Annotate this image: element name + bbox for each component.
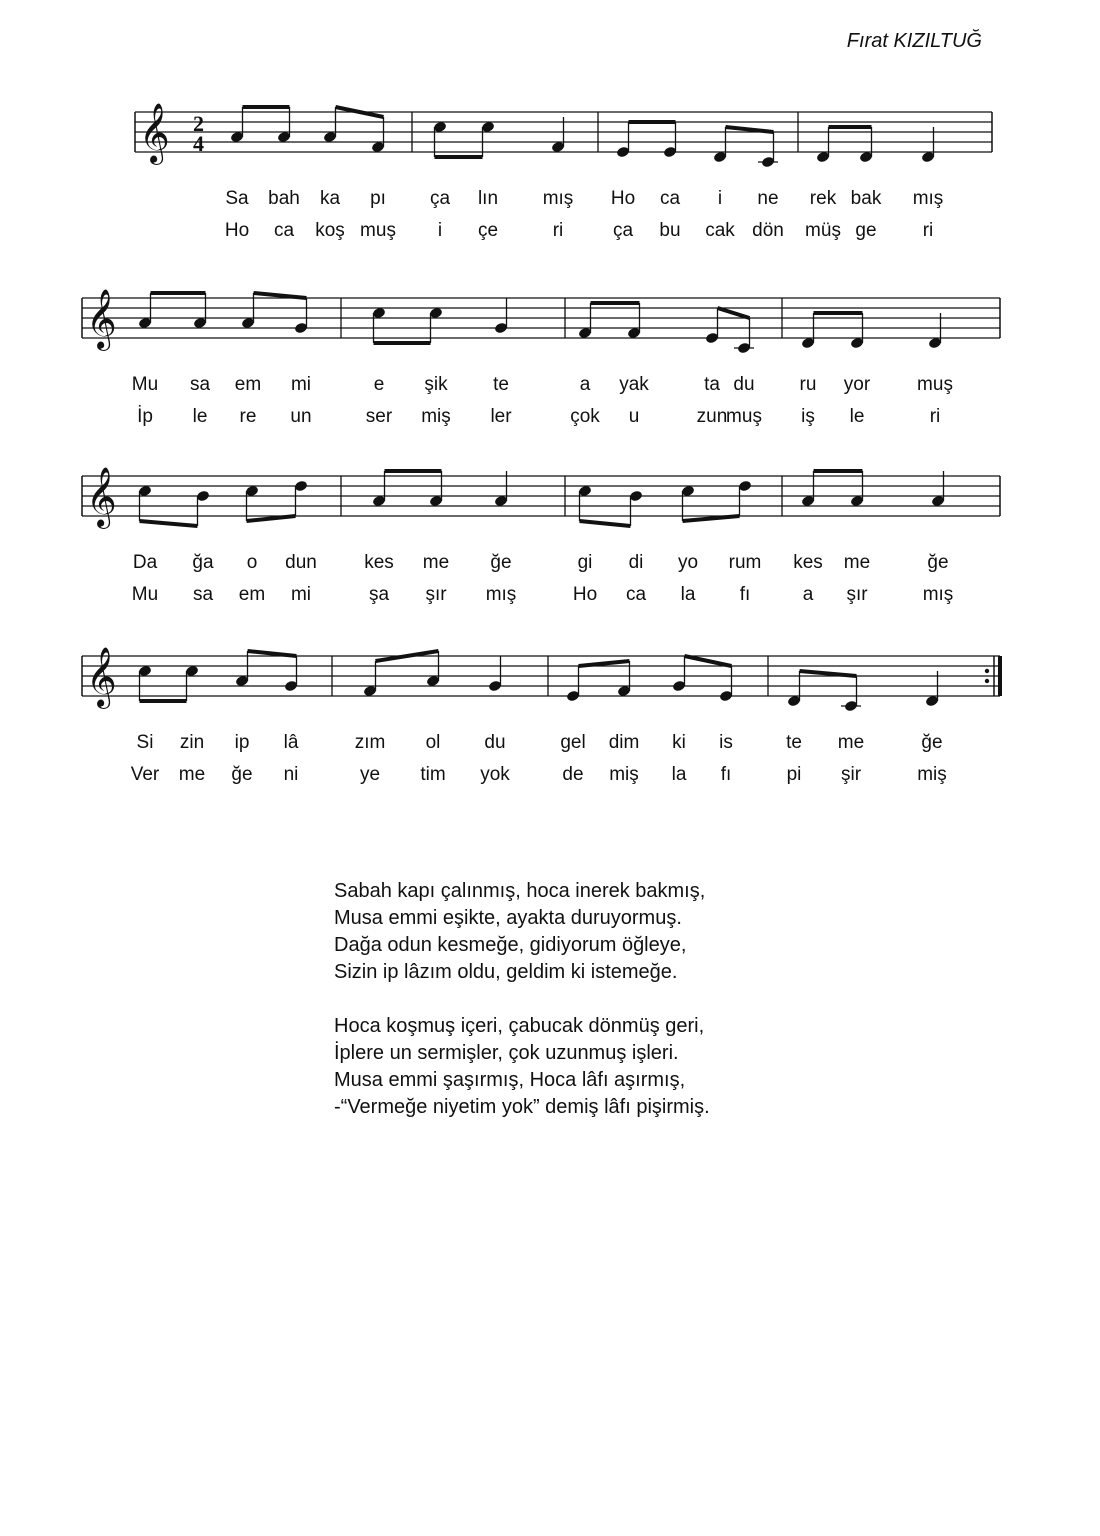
lyric-verse-2: em [238, 584, 266, 605]
lyric-verse-1: yo [677, 552, 699, 573]
lyric-verse-2: ser [365, 406, 393, 427]
lyric-verse-1: ğa [192, 552, 214, 573]
lyric-verse-1: ğe [921, 732, 943, 753]
lyric-verse-1: gel [560, 732, 586, 753]
lyric-verse-1: yak [619, 374, 649, 395]
lyric-verse-2: çok [570, 406, 600, 427]
lyric-verse-2: miş [421, 406, 451, 427]
lyric-verse-2: zun [696, 406, 728, 427]
lyric-verse-2: ca [625, 584, 647, 605]
lyric-verse-1: ip [234, 732, 250, 753]
lyric-verse-1: ru [799, 374, 817, 395]
lyric-verse-2: muş [726, 406, 762, 427]
poem-line: Sabah kapı çalınmış, hoca inerek bakmış, [334, 880, 706, 902]
lyric-verse-1: sa [189, 374, 211, 395]
lyric-verse-1: o [246, 552, 258, 573]
lyric-verse-1: te [493, 374, 509, 395]
treble-clef-icon: 𝄞 [139, 103, 170, 163]
lyric-verse-1: du [733, 374, 755, 395]
lyric-verse-1: ğe [490, 552, 512, 573]
lyric-verse-1: ol [425, 732, 441, 753]
lyric-verse-2: müş [805, 220, 841, 241]
lyric-verse-2: u [628, 406, 640, 427]
lyric-verse-2: ca [273, 220, 295, 241]
lyric-verse-2: dön [752, 220, 784, 241]
poem-line: İplere un sermişler, çok uzunmuş işleri. [334, 1042, 679, 1064]
note-beam [247, 516, 296, 521]
poem-line: Hoca koşmuş içeri, çabucak dönmüş geri, [334, 1015, 705, 1037]
lyric-verse-2: ğe [231, 764, 253, 785]
lyric-verse-1: me [422, 552, 450, 573]
note-beam [685, 656, 732, 666]
note-beam [254, 293, 307, 298]
lyric-verse-2: Ho [224, 220, 250, 241]
lyric-verse-2: miş [917, 764, 947, 785]
poem-line: Musa emmi eşikte, ayakta duruyormuş. [334, 907, 682, 929]
lyric-verse-1: zin [179, 732, 205, 753]
lyric-verse-2: şa [368, 584, 390, 605]
poem-stanza-2 [334, 1013, 854, 1121]
note-beam [580, 521, 631, 526]
lyric-verse-2: de [562, 764, 584, 785]
lyric-verse-2: le [192, 406, 208, 427]
lyric-verse-2: fı [720, 764, 732, 785]
lyric-verse-2: şır [846, 584, 868, 605]
lyric-verse-2: çe [477, 220, 499, 241]
lyric-verse-1: lâ [283, 732, 299, 753]
lyric-verse-1: ki [672, 732, 686, 753]
lyric-verse-2: ni [283, 764, 299, 785]
lyric-verse-2: şir [840, 764, 862, 785]
poem-line: -“Vermeğe niyetim yok” demiş lâfı pişirmiş. [334, 1096, 710, 1118]
lyric-verse-2: ça [612, 220, 634, 241]
lyric-verse-1: pı [370, 188, 386, 209]
lyric-verse-1: di [628, 552, 644, 573]
lyric-verse-1: i [717, 188, 723, 209]
lyric-verse-2: yok [480, 764, 510, 785]
lyric-verse-2: İp [137, 406, 153, 427]
poem-stanza-1 [334, 878, 854, 986]
time-signature-top: 2 [193, 111, 204, 136]
lyric-verse-1: du [484, 732, 506, 753]
lyric-verse-1: Ho [610, 188, 636, 209]
composer-name: Fırat KIZILTUĞ [846, 30, 982, 52]
note-beam [683, 516, 740, 521]
lyric-verse-1: bak [850, 188, 882, 209]
lyric-verse-1: em [234, 374, 262, 395]
lyric-verse-2: mi [290, 584, 312, 605]
lyric-verse-2: mış [485, 584, 517, 605]
lyric-verse-2: re [239, 406, 257, 427]
lyric-verse-1: ne [757, 188, 779, 209]
note-beam [718, 308, 750, 318]
poem-line: Sizin ip lâzım oldu, geldim ki istemeğe. [334, 961, 678, 983]
lyric-verse-1: zım [354, 732, 386, 753]
lyric-verse-1: e [373, 374, 385, 395]
lyric-verse-2: iş [801, 406, 815, 427]
note-beam [800, 671, 857, 676]
lyric-verse-2: muş [360, 220, 396, 241]
lyric-verse-1: yor [843, 374, 871, 395]
lyric-verse-2: la [671, 764, 687, 785]
note-beam [248, 651, 297, 656]
poem-line: Musa emmi şaşırmış, Hoca lâfı aşırmış, [334, 1069, 686, 1091]
lyric-verse-1: is [719, 732, 733, 753]
lyric-verse-2: Ver [130, 764, 160, 785]
treble-clef-icon: 𝄞 [86, 289, 117, 349]
repeat-dot [985, 679, 989, 683]
lyric-verse-1: mış [542, 188, 574, 209]
lyric-verse-2: cak [705, 220, 735, 241]
lyric-verse-2: Mu [131, 584, 159, 605]
lyric-verse-1: şik [424, 374, 448, 395]
lyric-verse-1: me [837, 732, 865, 753]
lyric-verse-1: ca [659, 188, 681, 209]
lyric-verse-2: bu [659, 220, 681, 241]
lyric-verse-1: rek [809, 188, 837, 209]
lyric-verse-2: la [680, 584, 696, 605]
lyric-verse-2: a [802, 584, 814, 605]
lyric-verse-1: a [579, 374, 591, 395]
lyric-verse-1: gi [577, 552, 593, 573]
lyric-verse-1: ça [429, 188, 451, 209]
lyric-verse-1: ğe [927, 552, 949, 573]
note-beam [726, 127, 774, 132]
lyric-verse-1: bah [268, 188, 300, 209]
repeat-dot [985, 669, 989, 673]
lyric-verse-2: Ho [572, 584, 598, 605]
lyric-verse-2: un [290, 406, 312, 427]
lyric-verse-1: kes [793, 552, 823, 573]
lyric-verse-2: fı [739, 584, 751, 605]
lyric-verse-2: ri [552, 220, 564, 241]
poem-line: Dağa odun kesmeğe, gidiyorum öğleye, [334, 934, 687, 956]
lyric-verse-1: mi [290, 374, 312, 395]
lyric-verse-2: ri [929, 406, 941, 427]
lyric-verse-2: ler [490, 406, 512, 427]
lyric-verse-1: lın [477, 188, 499, 209]
lyric-verse-2: me [178, 764, 206, 785]
note-beam [579, 661, 630, 666]
lyric-verse-1: kes [364, 552, 394, 573]
lyric-verse-2: le [849, 406, 865, 427]
lyric-verse-1: Si [136, 732, 154, 753]
lyric-verse-1: ta [704, 374, 720, 395]
lyric-verse-1: Da [132, 552, 158, 573]
lyric-verse-1: te [786, 732, 802, 753]
lyric-verse-2: miş [609, 764, 639, 785]
treble-clef-icon: 𝄞 [86, 647, 117, 707]
lyric-verse-1: me [843, 552, 871, 573]
lyric-verse-1: rum [728, 552, 762, 573]
lyric-verse-2: ye [359, 764, 381, 785]
time-signature-bottom: 4 [193, 131, 204, 156]
lyric-verse-2: sa [192, 584, 214, 605]
lyric-verse-1: muş [917, 374, 953, 395]
lyric-verse-1: dun [285, 552, 317, 573]
lyric-verse-1: dim [608, 732, 640, 753]
lyric-verse-1: Sa [225, 188, 249, 209]
lyric-verse-2: şır [425, 584, 447, 605]
lyric-verse-2: ge [855, 220, 877, 241]
note-beam [140, 521, 198, 526]
lyric-verse-2: tim [420, 764, 446, 785]
poem [334, 878, 854, 1148]
lyric-verse-2: mış [922, 584, 954, 605]
lyric-verse-1: Mu [131, 374, 159, 395]
lyric-verse-2: koş [315, 220, 345, 241]
lyric-verse-2: pi [786, 764, 802, 785]
lyric-verse-1: mış [912, 188, 944, 209]
lyric-verse-2: ri [922, 220, 934, 241]
lyric-verse-1: ka [319, 188, 341, 209]
lyric-verse-2: i [437, 220, 443, 241]
treble-clef-icon: 𝄞 [86, 467, 117, 527]
